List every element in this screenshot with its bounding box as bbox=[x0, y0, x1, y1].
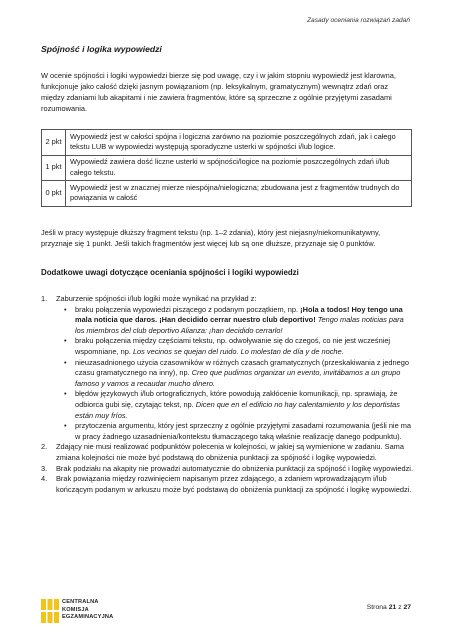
bullet-text: nieuzasadnionego użycia czasowników w różnych czasach gramatycznych (przeskakiwania z jednego czasu gramatycznego na inny), np. bbox=[75, 357, 409, 378]
remarks-heading: Dodatkowe uwagi dotyczące oceniania spójności i logiki wypowiedzi bbox=[41, 268, 299, 277]
intro-paragraph: W ocenie spójności i logiki wypowiedzi bierze się pod uwagę, czy i w jakim stopniu wypowiedź jest klarowna, funkcjonuje jako całość dzięki jasnym powiązaniom (np. leksykalnym, gramatycznym) wewnątrz zdań oraz między zdaniami lub akapitami i nie zawiera fragmentów, które są sprzeczne z ogólnie przyjętymi zasadami rozumowania. bbox=[41, 71, 396, 113]
criteria-description: Wypowiedź jest w znacznej mierze niespójna/nielogiczna; zbudowana jest z fragmentów trudnych do powiązania w całość bbox=[66, 181, 412, 207]
criteria-points: 0 pkt bbox=[42, 181, 66, 207]
logo-line: CENTRALNA bbox=[62, 599, 99, 605]
criteria-points: 2 pkt bbox=[42, 130, 66, 156]
remarks-list bbox=[41, 294, 413, 495]
remark-bullets bbox=[56, 305, 413, 443]
example-italic: Dicen que en el edificio no hay calentamiento y los deportistas están muy fríos. bbox=[75, 399, 400, 420]
remark-number: 3. bbox=[41, 463, 48, 473]
remark-text: Brak podziału na akapity nie prowadzi automatycznie do obniżenia punktacji za spójność i logikę wypowiedzi. bbox=[56, 463, 414, 473]
remark-item bbox=[41, 464, 413, 475]
cke-logo-mark-icon bbox=[41, 599, 59, 623]
logo-line: EGZAMINACYJNA bbox=[62, 614, 114, 621]
criteria-description: Wypowiedź jest w całości spójna i logiczna zarówno na poziomie poszczególnych zdań, jak i całego tekstu LUB w wypowiedzi występują sporadyczne usterki w spójności i/lub logice. bbox=[66, 130, 412, 156]
bullet-text: błędów językowych i/lub ortograficznych, które powodują zakłócenie komunikacji, np. sprawiają, że odbiorca gubi się, czytając tekst, np. bbox=[75, 389, 398, 409]
bullet-item bbox=[56, 389, 413, 421]
remark-item bbox=[41, 474, 413, 495]
remark-text: Brak powiązania między rozwinięciem napisanym przez zdającego, a zdaniem wprowadzającym i/lub kończącym podanym w arkuszu może być podstawą do obniżenia punktacji za spójność i logikę wypowiedzi. bbox=[56, 474, 412, 494]
example-italic: Los vecinos se quejan del ruido. Lo molestan de día y de noche. bbox=[132, 346, 344, 356]
bullet-text: braku połączenia wypowiedzi piszącego z podanym początkiem, np. bbox=[75, 304, 301, 314]
criteria-row bbox=[42, 181, 412, 207]
logo-line: KOMISJA bbox=[62, 606, 89, 613]
criteria-description: Wypowiedź zawiera dość liczne usterki w spójności/logice na poziomie poszczególnych zdań i/lub całego tekstu. bbox=[66, 155, 412, 181]
bullet-text: braku połączenia między częściami tekstu, np. odwoływanie się do czegoś, co nie jest wcześniej wspomniane, np. bbox=[75, 336, 391, 356]
section-title: Spójność i logika wypowiedzi bbox=[41, 44, 162, 54]
page-current: 21 bbox=[388, 604, 397, 611]
example-italic: Tengo malas noticias para los miembros del club deportivo Alianza: ¡han decidido cerrarlo! bbox=[75, 315, 404, 335]
criteria-row bbox=[42, 130, 412, 156]
bullet-text: przytoczenia argumentu, który jest sprzeczny z ogólnie przyjętymi zasadami rozumowania (jeśli nie ma w pracy żadnego uzasadnienia/kontekstu tłumaczącego taką właśnie realizację danego podpunktu). bbox=[75, 421, 411, 441]
page-number bbox=[367, 604, 411, 611]
remark-number: 2. bbox=[41, 442, 48, 452]
page-prefix: Strona bbox=[366, 604, 389, 611]
bullet-item bbox=[56, 358, 413, 390]
remark-intro: Zaburzenie spójności i/lub logiki może wynikać na przykład z: bbox=[56, 294, 257, 303]
page-sep: z bbox=[396, 604, 404, 611]
page-total: 27 bbox=[403, 604, 411, 611]
remark-text: Zdający nie musi realizować podpunktów polecenia w kolejności, w jakiej są wymienione w zadaniu. Sama zmiana kolejności nie może być podstawą do obniżenia punktacji za spójność i logikę wypowiedzi. bbox=[56, 442, 404, 462]
remark-item bbox=[41, 442, 413, 463]
scoring-note: Jeśli w pracy występuje dłuższy fragment tekstu (np. 1–2 zdania), który jest niejasny/niekomunikatywny, przyznaje się 1 punkt. Jeśli takich fragmentów jest więcej lub są one dłuższe, przyznaje się 0 punktów. bbox=[41, 228, 381, 248]
bullet-item bbox=[56, 305, 413, 337]
cke-logo bbox=[41, 597, 151, 627]
criteria-row bbox=[42, 155, 412, 181]
bullet-item bbox=[56, 421, 413, 442]
example-bold: ¡Hola a todos! Hoy tengo una mala noticia que daros. ¡Han decidido cerrar nuestro club deportivo! bbox=[75, 304, 403, 325]
remark-number: 4. bbox=[41, 474, 48, 484]
logo-text bbox=[62, 599, 113, 622]
remark-item bbox=[41, 294, 413, 442]
remark-number: 1. bbox=[41, 294, 48, 303]
criteria-points: 1 pkt bbox=[42, 155, 66, 181]
running-header: Zasady oceniania rozwiązań zadań bbox=[307, 17, 410, 24]
bullet-item bbox=[56, 336, 413, 357]
example-italic: Creo que pudimos organizar un evento, invitábamos a un grupo famoso y vamos a recaudar mucho dinero. bbox=[75, 368, 401, 388]
criteria-table bbox=[41, 129, 412, 207]
